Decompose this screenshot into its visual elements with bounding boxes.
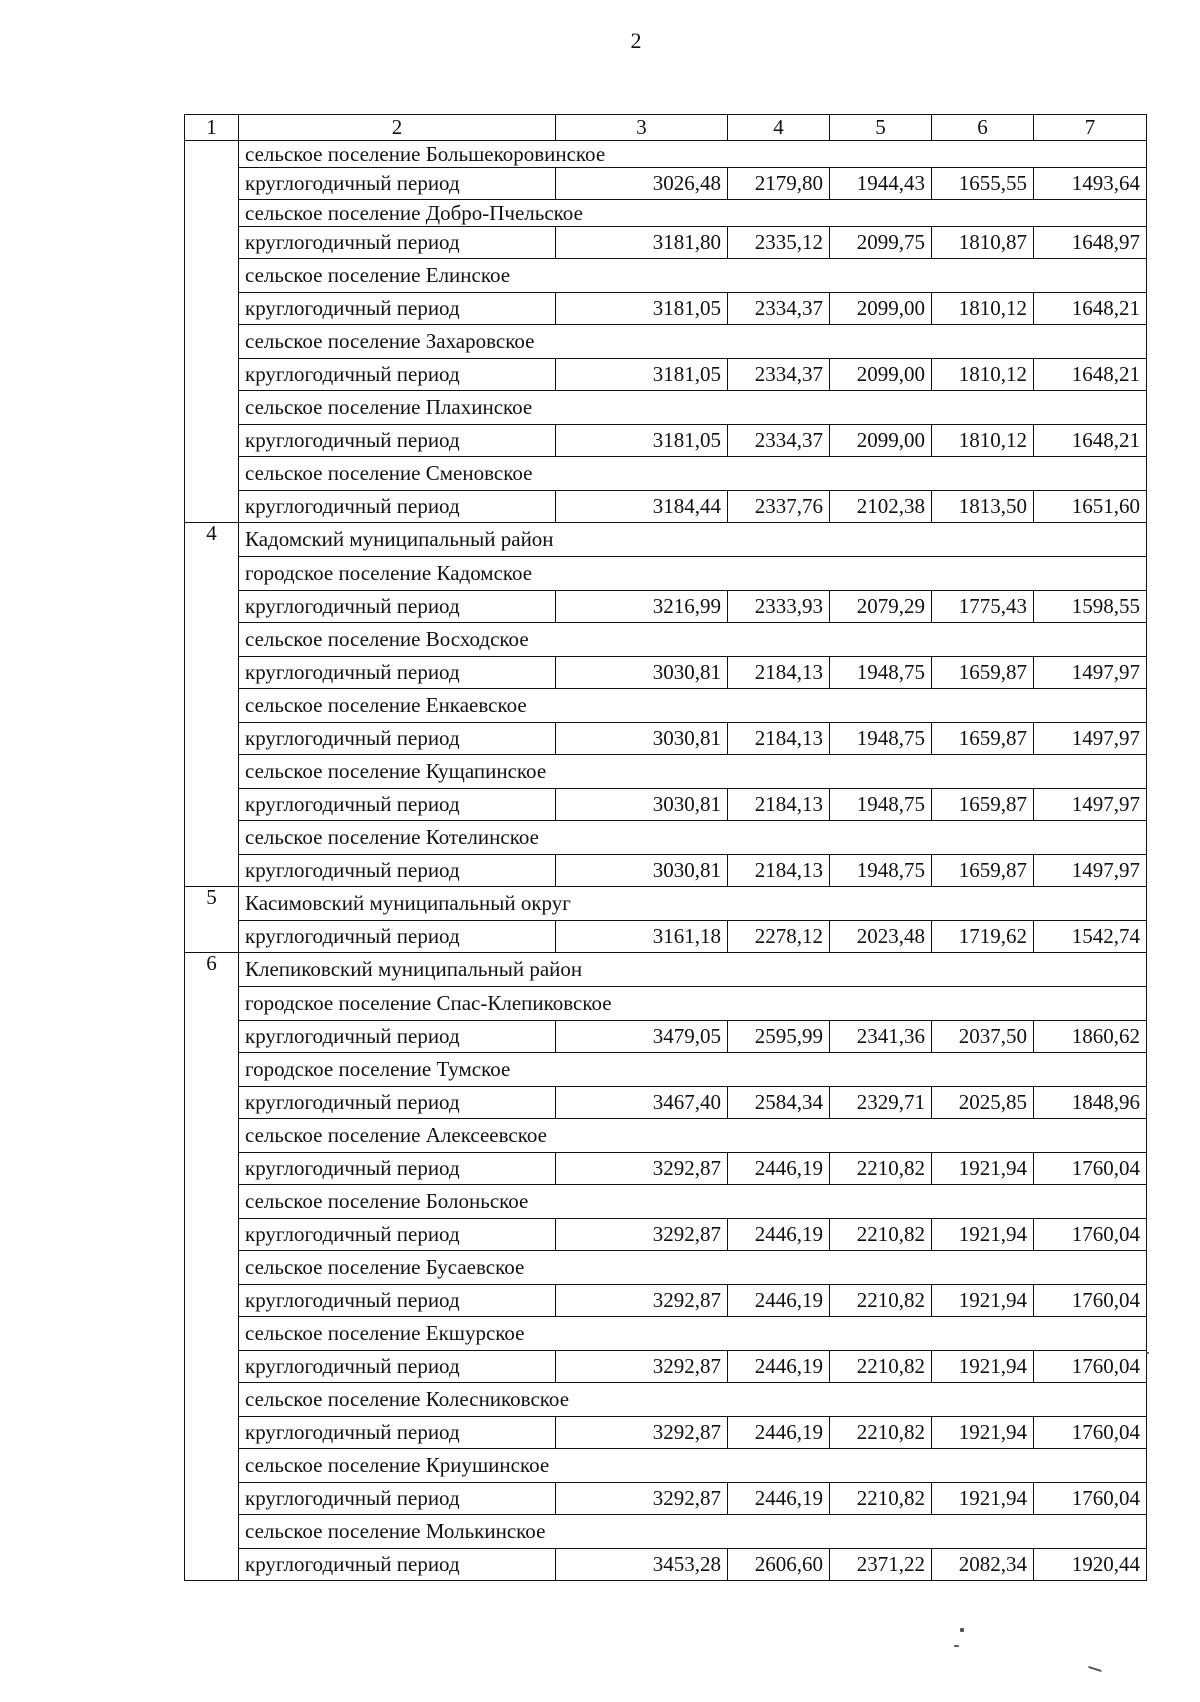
table-row bbox=[185, 168, 1147, 200]
value-cell: 3453,28 bbox=[556, 1549, 728, 1581]
value-cell: 2210,82 bbox=[830, 1285, 932, 1317]
settlement-name: сельское поселение Енкаевское bbox=[239, 689, 1147, 723]
district-name: Клепиковский муниципальный район bbox=[239, 953, 1147, 987]
settlement-row bbox=[185, 259, 1147, 293]
value-cell: 3292,87 bbox=[556, 1153, 728, 1185]
table-row bbox=[185, 1153, 1147, 1185]
value-cell: 1948,75 bbox=[830, 855, 932, 887]
period-label: круглогодичный период bbox=[239, 657, 556, 689]
value-cell: 1810,12 bbox=[932, 359, 1034, 391]
value-cell: 1648,21 bbox=[1034, 293, 1147, 325]
settlement-row bbox=[185, 1251, 1147, 1285]
settlement-name: сельское поселение Сменовское bbox=[239, 457, 1147, 491]
section-number-cell bbox=[185, 141, 239, 523]
value-cell: 2025,85 bbox=[932, 1087, 1034, 1119]
value-cell: 3292,87 bbox=[556, 1417, 728, 1449]
value-cell: 1948,75 bbox=[830, 789, 932, 821]
period-label: круглогодичный период bbox=[239, 1021, 556, 1053]
value-cell: 1921,94 bbox=[932, 1351, 1034, 1383]
settlement-row bbox=[185, 325, 1147, 359]
value-cell: 2210,82 bbox=[830, 1483, 932, 1515]
settlement-row bbox=[185, 391, 1147, 425]
section-number-cell: 4 bbox=[185, 523, 239, 887]
district-name: Касимовский муниципальный округ bbox=[239, 887, 1147, 921]
value-cell: 2210,82 bbox=[830, 1417, 932, 1449]
period-label: круглогодичный период bbox=[239, 591, 556, 623]
value-cell: 1944,43 bbox=[830, 168, 932, 200]
value-cell: 1760,04 bbox=[1034, 1483, 1147, 1515]
section-number-cell: 5 bbox=[185, 887, 239, 953]
settlement-row bbox=[185, 1053, 1147, 1087]
value-cell: 3181,05 bbox=[556, 359, 728, 391]
period-label: круглогодичный период bbox=[239, 1549, 556, 1581]
value-cell: 1648,21 bbox=[1034, 359, 1147, 391]
settlement-row bbox=[185, 200, 1147, 227]
value-cell: 1948,75 bbox=[830, 657, 932, 689]
value-cell: 1760,04 bbox=[1034, 1153, 1147, 1185]
value-cell: 1648,21 bbox=[1034, 425, 1147, 457]
period-label: круглогодичный период bbox=[239, 855, 556, 887]
column-header: 3 bbox=[556, 115, 728, 141]
value-cell: 2335,12 bbox=[728, 227, 830, 259]
value-cell: 1775,43 bbox=[932, 591, 1034, 623]
period-label: круглогодичный период bbox=[239, 1285, 556, 1317]
table-row bbox=[185, 491, 1147, 523]
table-row bbox=[185, 293, 1147, 325]
column-header: 5 bbox=[830, 115, 932, 141]
value-cell: 1921,94 bbox=[932, 1483, 1034, 1515]
scan-speck bbox=[1146, 1352, 1149, 1354]
value-cell: 2079,29 bbox=[830, 591, 932, 623]
table-row bbox=[185, 723, 1147, 755]
value-cell: 1497,97 bbox=[1034, 723, 1147, 755]
value-cell: 2446,19 bbox=[728, 1483, 830, 1515]
settlement-name: сельское поселение Котелинское bbox=[239, 821, 1147, 855]
value-cell: 2210,82 bbox=[830, 1153, 932, 1185]
settlement-name: городское поселение Тумское bbox=[239, 1053, 1147, 1087]
value-cell: 1848,96 bbox=[1034, 1087, 1147, 1119]
value-cell: 2179,80 bbox=[728, 168, 830, 200]
scan-speck bbox=[1088, 1666, 1102, 1672]
value-cell: 1810,12 bbox=[932, 425, 1034, 457]
settlement-name: сельское поселение Кущапинское bbox=[239, 755, 1147, 789]
settlement-name: сельское поселение Захаровское bbox=[239, 325, 1147, 359]
settlement-name: сельское поселение Бусаевское bbox=[239, 1251, 1147, 1285]
column-header: 4 bbox=[728, 115, 830, 141]
value-cell: 2446,19 bbox=[728, 1219, 830, 1251]
settlement-row bbox=[185, 557, 1147, 591]
value-cell: 3292,87 bbox=[556, 1483, 728, 1515]
value-cell: 3292,87 bbox=[556, 1351, 728, 1383]
value-cell: 2334,37 bbox=[728, 293, 830, 325]
value-cell: 3030,81 bbox=[556, 855, 728, 887]
table-row bbox=[185, 1285, 1147, 1317]
value-cell: 2099,00 bbox=[830, 293, 932, 325]
period-label: круглогодичный период bbox=[239, 1087, 556, 1119]
settlement-row bbox=[185, 141, 1147, 168]
settlement-name: сельское поселение Екшурское bbox=[239, 1317, 1147, 1351]
column-header: 1 bbox=[185, 115, 239, 141]
table-row bbox=[185, 789, 1147, 821]
value-cell: 3030,81 bbox=[556, 657, 728, 689]
settlement-name: сельское поселение Плахинское bbox=[239, 391, 1147, 425]
value-cell: 2023,48 bbox=[830, 921, 932, 953]
settlement-name: сельское поселение Болоньское bbox=[239, 1185, 1147, 1219]
value-cell: 2606,60 bbox=[728, 1549, 830, 1581]
value-cell: 1659,87 bbox=[932, 723, 1034, 755]
value-cell: 1497,97 bbox=[1034, 855, 1147, 887]
value-cell: 2278,12 bbox=[728, 921, 830, 953]
column-header: 6 bbox=[932, 115, 1034, 141]
settlement-row bbox=[185, 1185, 1147, 1219]
settlement-name: сельское поселение Большекоровинское bbox=[239, 141, 1147, 168]
page-number: 2 bbox=[630, 28, 642, 53]
table-row bbox=[185, 425, 1147, 457]
value-cell: 1921,94 bbox=[932, 1153, 1034, 1185]
value-cell: 1719,62 bbox=[932, 921, 1034, 953]
value-cell: 2333,93 bbox=[728, 591, 830, 623]
settlement-row bbox=[185, 457, 1147, 491]
scan-speck bbox=[954, 1645, 959, 1647]
district-row bbox=[185, 523, 1147, 557]
value-cell: 2584,34 bbox=[728, 1087, 830, 1119]
value-cell: 3181,05 bbox=[556, 293, 728, 325]
value-cell: 2184,13 bbox=[728, 657, 830, 689]
settlement-name: сельское поселение Алексеевское bbox=[239, 1119, 1147, 1153]
table-row bbox=[185, 855, 1147, 887]
value-cell: 1813,50 bbox=[932, 491, 1034, 523]
period-label: круглогодичный период bbox=[239, 723, 556, 755]
period-label: круглогодичный период bbox=[239, 359, 556, 391]
table-row bbox=[185, 1351, 1147, 1383]
value-cell: 2341,36 bbox=[830, 1021, 932, 1053]
value-cell: 3030,81 bbox=[556, 723, 728, 755]
settlement-row bbox=[185, 623, 1147, 657]
value-cell: 3292,87 bbox=[556, 1285, 728, 1317]
table-row bbox=[185, 1021, 1147, 1053]
value-cell: 2102,38 bbox=[830, 491, 932, 523]
settlement-name: сельское поселение Колесниковское bbox=[239, 1383, 1147, 1417]
district-row bbox=[185, 887, 1147, 921]
value-cell: 1542,74 bbox=[1034, 921, 1147, 953]
period-label: круглогодичный период bbox=[239, 168, 556, 200]
value-cell: 1655,55 bbox=[932, 168, 1034, 200]
value-cell: 2446,19 bbox=[728, 1417, 830, 1449]
settlement-name: сельское поселение Криушинское bbox=[239, 1449, 1147, 1483]
value-cell: 1760,04 bbox=[1034, 1285, 1147, 1317]
settlement-row bbox=[185, 1383, 1147, 1417]
value-cell: 2446,19 bbox=[728, 1153, 830, 1185]
value-cell: 2446,19 bbox=[728, 1285, 830, 1317]
value-cell: 2595,99 bbox=[728, 1021, 830, 1053]
value-cell: 3467,40 bbox=[556, 1087, 728, 1119]
table-row bbox=[185, 227, 1147, 259]
tariff-table bbox=[184, 114, 1147, 1581]
value-cell: 3181,80 bbox=[556, 227, 728, 259]
value-cell: 2037,50 bbox=[932, 1021, 1034, 1053]
value-cell: 2210,82 bbox=[830, 1351, 932, 1383]
value-cell: 1760,04 bbox=[1034, 1417, 1147, 1449]
table-row bbox=[185, 921, 1147, 953]
value-cell: 2184,13 bbox=[728, 723, 830, 755]
settlement-name: городское поселение Спас-Клепиковское bbox=[239, 987, 1147, 1021]
value-cell: 1648,97 bbox=[1034, 227, 1147, 259]
value-cell: 2099,00 bbox=[830, 359, 932, 391]
value-cell: 3184,44 bbox=[556, 491, 728, 523]
value-cell: 1920,44 bbox=[1034, 1549, 1147, 1581]
value-cell: 3161,18 bbox=[556, 921, 728, 953]
table-row bbox=[185, 1549, 1147, 1581]
period-label: круглогодичный период bbox=[239, 227, 556, 259]
value-cell: 1921,94 bbox=[932, 1219, 1034, 1251]
value-cell: 2210,82 bbox=[830, 1219, 932, 1251]
column-header: 2 bbox=[239, 115, 556, 141]
value-cell: 3292,87 bbox=[556, 1219, 728, 1251]
settlement-row bbox=[185, 689, 1147, 723]
settlement-name: сельское поселение Елинское bbox=[239, 259, 1147, 293]
value-cell: 1493,64 bbox=[1034, 168, 1147, 200]
period-label: круглогодичный период bbox=[239, 491, 556, 523]
district-name: Кадомский муниципальный район bbox=[239, 523, 1147, 557]
period-label: круглогодичный период bbox=[239, 1483, 556, 1515]
settlement-row bbox=[185, 755, 1147, 789]
value-cell: 2099,00 bbox=[830, 425, 932, 457]
settlement-row bbox=[185, 821, 1147, 855]
value-cell: 2082,34 bbox=[932, 1549, 1034, 1581]
settlement-row bbox=[185, 987, 1147, 1021]
period-label: круглогодичный период bbox=[239, 1351, 556, 1383]
table-body bbox=[185, 115, 1147, 1581]
settlement-row bbox=[185, 1317, 1147, 1351]
value-cell: 1921,94 bbox=[932, 1285, 1034, 1317]
value-cell: 2371,22 bbox=[830, 1549, 932, 1581]
value-cell: 1860,62 bbox=[1034, 1021, 1147, 1053]
settlement-name: сельское поселение Добро-Пчельское bbox=[239, 200, 1147, 227]
value-cell: 2446,19 bbox=[728, 1351, 830, 1383]
value-cell: 1497,97 bbox=[1034, 657, 1147, 689]
value-cell: 3181,05 bbox=[556, 425, 728, 457]
value-cell: 1760,04 bbox=[1034, 1219, 1147, 1251]
value-cell: 2337,76 bbox=[728, 491, 830, 523]
settlement-row bbox=[185, 1449, 1147, 1483]
value-cell: 2099,75 bbox=[830, 227, 932, 259]
value-cell: 1651,60 bbox=[1034, 491, 1147, 523]
value-cell: 3030,81 bbox=[556, 789, 728, 821]
period-label: круглогодичный период bbox=[239, 1153, 556, 1185]
table-row bbox=[185, 1483, 1147, 1515]
column-header: 7 bbox=[1034, 115, 1147, 141]
value-cell: 2184,13 bbox=[728, 855, 830, 887]
value-cell: 2329,71 bbox=[830, 1087, 932, 1119]
value-cell: 3479,05 bbox=[556, 1021, 728, 1053]
value-cell: 1948,75 bbox=[830, 723, 932, 755]
value-cell: 1659,87 bbox=[932, 657, 1034, 689]
settlement-name: городское поселение Кадомское bbox=[239, 557, 1147, 591]
table-row bbox=[185, 1087, 1147, 1119]
period-label: круглогодичный период bbox=[239, 425, 556, 457]
value-cell: 3216,99 bbox=[556, 591, 728, 623]
value-cell: 2334,37 bbox=[728, 359, 830, 391]
value-cell: 3026,48 bbox=[556, 168, 728, 200]
settlement-row bbox=[185, 1119, 1147, 1153]
period-label: круглогодичный период bbox=[239, 1417, 556, 1449]
value-cell: 2334,37 bbox=[728, 425, 830, 457]
scan-speck bbox=[960, 1628, 964, 1632]
district-row bbox=[185, 953, 1147, 987]
table-row bbox=[185, 1219, 1147, 1251]
table-row bbox=[185, 591, 1147, 623]
period-label: круглогодичный период bbox=[239, 921, 556, 953]
value-cell: 1921,94 bbox=[932, 1417, 1034, 1449]
table-row bbox=[185, 359, 1147, 391]
settlement-name: сельское поселение Восходское bbox=[239, 623, 1147, 657]
value-cell: 1810,12 bbox=[932, 293, 1034, 325]
period-label: круглогодичный период bbox=[239, 789, 556, 821]
value-cell: 1810,87 bbox=[932, 227, 1034, 259]
value-cell: 1659,87 bbox=[932, 789, 1034, 821]
value-cell: 1760,04 bbox=[1034, 1351, 1147, 1383]
value-cell: 2184,13 bbox=[728, 789, 830, 821]
settlement-row bbox=[185, 1515, 1147, 1549]
header-row bbox=[185, 115, 1147, 141]
period-label: круглогодичный период bbox=[239, 1219, 556, 1251]
settlement-name: сельское поселение Молькинское bbox=[239, 1515, 1147, 1549]
period-label: круглогодичный период bbox=[239, 293, 556, 325]
table-row bbox=[185, 1417, 1147, 1449]
value-cell: 1497,97 bbox=[1034, 789, 1147, 821]
table-row bbox=[185, 657, 1147, 689]
value-cell: 1598,55 bbox=[1034, 591, 1147, 623]
section-number-cell: 6 bbox=[185, 953, 239, 1581]
value-cell: 1659,87 bbox=[932, 855, 1034, 887]
